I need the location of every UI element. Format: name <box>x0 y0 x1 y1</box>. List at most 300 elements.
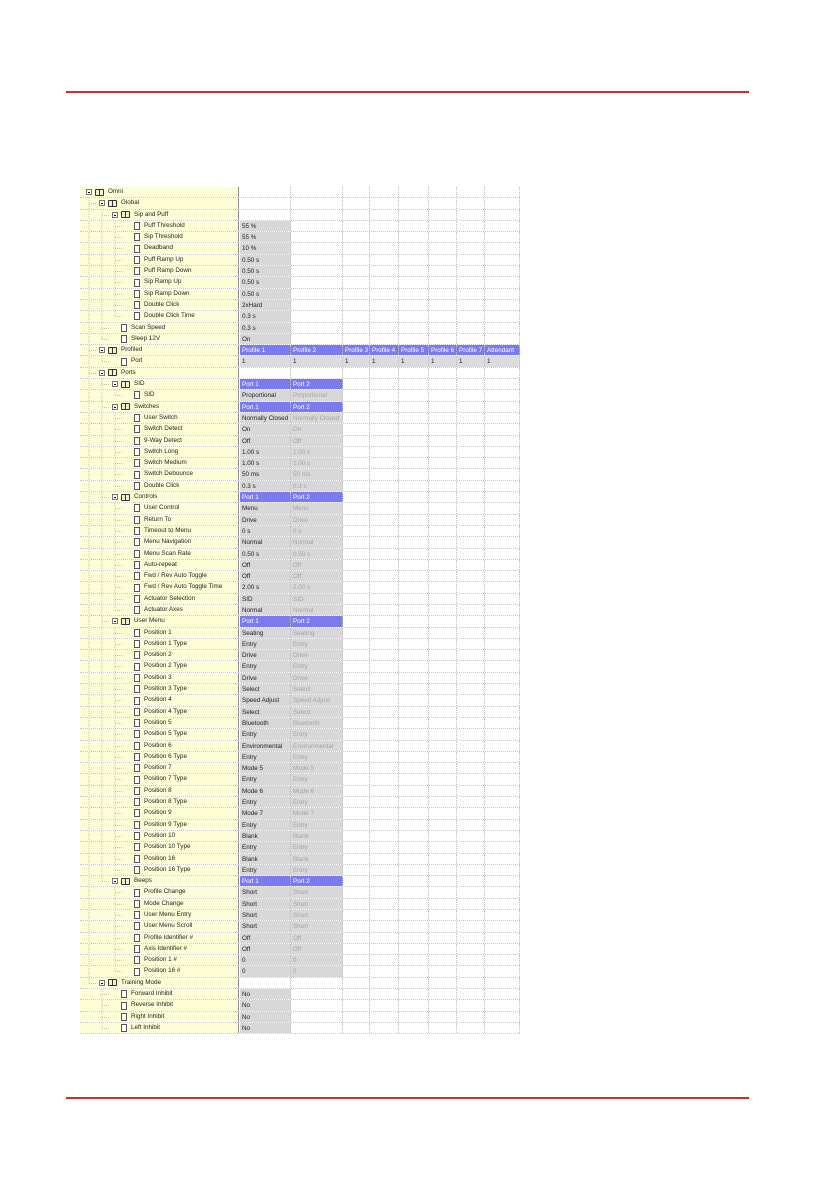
tree-item-node[interactable] <box>125 594 195 604</box>
value-cell[interactable]: 2xHard <box>240 300 291 310</box>
tree-item-node[interactable] <box>125 311 195 321</box>
value-cell[interactable]: No <box>240 1000 291 1010</box>
tree-item-node[interactable] <box>125 774 187 784</box>
tree-item-row[interactable] <box>80 718 520 729</box>
tree-item-row[interactable] <box>80 729 520 740</box>
tree-item-row[interactable] <box>80 1023 520 1034</box>
value-cell[interactable]: Blank <box>291 831 343 841</box>
value-cell[interactable]: Environmental <box>291 741 343 751</box>
value-cell[interactable]: On <box>240 334 291 344</box>
value-cell[interactable]: 0.50 s <box>291 549 343 559</box>
value-cell[interactable]: Select <box>291 684 343 694</box>
tree-item-row[interactable] <box>80 323 520 334</box>
tree-item-node[interactable] <box>125 481 179 491</box>
value-cell[interactable]: 0.50 s <box>240 289 291 299</box>
value-cell[interactable]: 0 <box>291 955 343 965</box>
tree-item-row[interactable] <box>80 820 520 831</box>
value-cell[interactable]: Entry <box>240 865 291 875</box>
value-cell[interactable]: Entry <box>291 842 343 852</box>
tree-item-node[interactable] <box>112 356 143 366</box>
tree-item-row[interactable] <box>80 221 520 232</box>
tree-item-row[interactable] <box>80 797 520 808</box>
value-cell[interactable]: SID <box>291 594 343 604</box>
value-cell[interactable]: 1 <box>399 356 429 366</box>
collapse-toggle-icon[interactable] <box>112 878 118 884</box>
column-header-cell[interactable]: Port 1 <box>240 492 291 502</box>
column-header-cell[interactable]: Port 2 <box>291 402 343 412</box>
tree-item-node[interactable] <box>125 650 172 660</box>
value-cell[interactable]: Environmental <box>240 741 291 751</box>
tree-item-node[interactable] <box>125 537 191 547</box>
value-cell[interactable]: Entry <box>240 729 291 739</box>
value-cell[interactable]: No <box>240 1023 291 1033</box>
value-cell[interactable]: 55 % <box>240 221 291 231</box>
value-cell[interactable]: Normal <box>240 605 291 615</box>
tree-item-node[interactable] <box>125 469 193 479</box>
tree-item-row[interactable] <box>80 300 520 311</box>
value-cell[interactable]: Entry <box>240 752 291 762</box>
tree-folder-node[interactable] <box>112 210 168 220</box>
value-cell[interactable]: 0.50 s <box>240 549 291 559</box>
tree-folder-row[interactable] <box>80 198 520 209</box>
tree-item-node[interactable] <box>125 933 193 943</box>
column-header-cell[interactable]: Profile 3 <box>345 347 369 355</box>
value-cell[interactable]: Mode 7 <box>240 808 291 818</box>
collapse-toggle-icon[interactable] <box>99 370 105 376</box>
value-cell[interactable]: Blank <box>240 831 291 841</box>
tree-item-node[interactable] <box>125 605 183 615</box>
tree-item-row[interactable] <box>80 605 520 616</box>
tree-folder-row[interactable] <box>80 368 520 379</box>
value-cell[interactable]: Speed Adjust <box>291 695 343 705</box>
tree-item-node[interactable] <box>125 752 187 762</box>
value-cell[interactable]: Short <box>291 921 343 931</box>
tree-item-row[interactable] <box>80 1012 520 1023</box>
value-cell[interactable]: Entry <box>291 797 343 807</box>
value-cell[interactable]: Mode 7 <box>291 808 343 818</box>
value-cell[interactable]: 0 <box>240 966 291 976</box>
tree-folder-node[interactable] <box>86 187 123 197</box>
tree-item-node[interactable] <box>125 944 187 954</box>
tree-item-node[interactable] <box>125 707 187 717</box>
value-cell[interactable]: 1 <box>457 356 485 366</box>
tree-item-node[interactable] <box>125 458 187 468</box>
tree-folder-node[interactable] <box>99 368 136 378</box>
value-cell[interactable]: Entry <box>291 820 343 830</box>
tree-item-node[interactable] <box>112 1023 160 1033</box>
value-cell[interactable]: 1 <box>343 356 370 366</box>
tree-item-node[interactable] <box>125 232 183 242</box>
collapse-toggle-icon[interactable] <box>112 618 118 624</box>
tree-item-node[interactable] <box>125 289 190 299</box>
value-cell[interactable]: On <box>240 424 291 434</box>
value-cell[interactable]: Off <box>240 571 291 581</box>
value-cell[interactable]: Entry <box>291 661 343 671</box>
tree-folder-row[interactable] <box>80 492 520 503</box>
tree-folder-node[interactable] <box>112 492 157 502</box>
value-cell[interactable]: 0.3 s <box>240 481 291 491</box>
column-header-cell[interactable]: Port 1 <box>240 616 291 626</box>
value-cell[interactable]: Bluetooth <box>240 718 291 728</box>
collapse-toggle-icon[interactable] <box>112 212 118 218</box>
value-cell[interactable]: 10 % <box>240 243 291 253</box>
tree-item-node[interactable] <box>125 447 178 457</box>
value-cell[interactable]: Short <box>240 921 291 931</box>
tree-item-row[interactable] <box>80 1000 520 1011</box>
tree-item-node[interactable] <box>125 571 207 581</box>
tree-folder-node[interactable] <box>112 876 152 886</box>
value-cell[interactable]: 1 <box>485 356 520 366</box>
tree-item-row[interactable] <box>80 571 520 582</box>
tree-folder-node[interactable] <box>112 379 145 389</box>
tree-item-row[interactable] <box>80 594 520 605</box>
value-cell[interactable]: Off <box>240 933 291 943</box>
tree-item-row[interactable] <box>80 955 520 966</box>
tree-item-row[interactable] <box>80 741 520 752</box>
value-cell[interactable]: Blank <box>291 854 343 864</box>
tree-item-node[interactable] <box>125 243 173 253</box>
tree-folder-row[interactable] <box>80 379 520 390</box>
value-cell[interactable]: Short <box>240 887 291 897</box>
tree-item-node[interactable] <box>125 503 179 513</box>
tree-item-node[interactable] <box>125 966 180 976</box>
tree-item-node[interactable] <box>112 334 160 344</box>
value-cell[interactable]: Off <box>291 933 343 943</box>
value-cell[interactable]: 0.50 s <box>240 266 291 276</box>
value-cell[interactable]: Short <box>291 887 343 897</box>
collapse-toggle-icon[interactable] <box>112 381 118 387</box>
tree-item-row[interactable] <box>80 944 520 955</box>
tree-item-node[interactable] <box>125 413 178 423</box>
tree-item-node[interactable] <box>125 582 222 592</box>
tree-item-node[interactable] <box>125 955 177 965</box>
tree-item-node[interactable] <box>125 549 191 559</box>
column-header-cell[interactable]: Profile 1 <box>240 345 291 355</box>
tree-folder-row[interactable] <box>80 978 520 989</box>
tree-item-node[interactable] <box>125 854 175 864</box>
tree-folder-node[interactable] <box>112 616 165 626</box>
tree-item-row[interactable] <box>80 537 520 548</box>
tree-item-node[interactable] <box>125 436 182 446</box>
tree-item-row[interactable] <box>80 356 520 367</box>
tree-item-node[interactable] <box>125 300 179 310</box>
tree-folder-node[interactable] <box>99 198 139 208</box>
value-cell[interactable]: 50 ms <box>291 469 343 479</box>
tree-item-node[interactable] <box>125 831 175 841</box>
tree-item-row[interactable] <box>80 481 520 492</box>
tree-item-row[interactable] <box>80 628 520 639</box>
value-cell[interactable]: 0 s <box>240 526 291 536</box>
tree-folder-row[interactable] <box>80 402 520 413</box>
tree-item-row[interactable] <box>80 243 520 254</box>
tree-item-node[interactable] <box>125 266 191 276</box>
column-header-cell[interactable]: Port 1 <box>240 876 291 886</box>
value-cell[interactable]: Drive <box>291 673 343 683</box>
value-cell[interactable]: Bluetooth <box>291 718 343 728</box>
value-cell[interactable]: Normal <box>291 537 343 547</box>
tree-item-row[interactable] <box>80 661 520 672</box>
tree-item-node[interactable] <box>125 741 172 751</box>
tree-item-node[interactable] <box>112 1012 164 1022</box>
value-cell[interactable]: Mode 5 <box>291 763 343 773</box>
tree-item-row[interactable] <box>80 469 520 480</box>
tree-item-row[interactable] <box>80 831 520 842</box>
value-cell[interactable]: 2.00 s <box>240 582 291 592</box>
value-cell[interactable]: Entry <box>291 865 343 875</box>
tree-item-node[interactable] <box>125 684 187 694</box>
column-header-cell[interactable]: Profile 7 <box>457 345 485 355</box>
value-cell[interactable]: Speed Adjust <box>240 695 291 705</box>
value-cell[interactable]: 1.00 s <box>240 447 291 457</box>
tree-item-row[interactable] <box>80 447 520 458</box>
column-header-cell[interactable]: Port 2 <box>291 616 343 626</box>
tree-item-node[interactable] <box>125 424 183 434</box>
tree-item-node[interactable] <box>125 899 184 909</box>
value-cell[interactable]: 1.00 s <box>291 447 343 457</box>
tree-folder-node[interactable] <box>99 978 161 988</box>
tree-item-row[interactable] <box>80 266 520 277</box>
tree-item-row[interactable] <box>80 424 520 435</box>
value-cell[interactable]: Select <box>240 684 291 694</box>
value-cell[interactable]: Drive <box>240 650 291 660</box>
tree-item-row[interactable] <box>80 549 520 560</box>
value-cell[interactable]: 1 <box>291 356 343 366</box>
value-cell[interactable]: 0.3 s <box>291 481 343 491</box>
value-cell[interactable]: Drive <box>291 650 343 660</box>
tree-item-row[interactable] <box>80 842 520 853</box>
tree-item-row[interactable] <box>80 582 520 593</box>
value-cell[interactable]: Short <box>291 899 343 909</box>
value-cell[interactable]: Seating <box>240 628 291 638</box>
value-cell[interactable]: SID <box>240 594 291 604</box>
value-cell[interactable]: Entry <box>291 639 343 649</box>
tree-folder-row[interactable] <box>80 876 520 887</box>
tree-item-row[interactable] <box>80 854 520 865</box>
tree-item-row[interactable] <box>80 921 520 932</box>
value-cell[interactable]: 2.00 s <box>291 582 343 592</box>
collapse-toggle-icon[interactable] <box>112 404 118 410</box>
value-cell[interactable]: 0.3 s <box>240 311 291 321</box>
value-cell[interactable]: Short <box>240 899 291 909</box>
tree-item-node[interactable] <box>125 515 171 525</box>
column-header-cell[interactable]: Port 2 <box>291 379 343 389</box>
collapse-toggle-icon[interactable] <box>112 494 118 500</box>
tree-item-node[interactable] <box>125 277 181 287</box>
tree-item-node[interactable] <box>125 390 155 400</box>
collapse-toggle-icon[interactable] <box>99 200 105 206</box>
value-cell[interactable]: 1 <box>429 356 457 366</box>
value-cell[interactable]: Entry <box>240 797 291 807</box>
tree-item-row[interactable] <box>80 289 520 300</box>
value-cell[interactable]: 0 s <box>291 526 343 536</box>
value-cell[interactable]: Off <box>291 944 343 954</box>
value-cell[interactable]: Select <box>240 707 291 717</box>
tree-item-row[interactable] <box>80 933 520 944</box>
column-header-cell[interactable]: Profile 4 <box>370 345 399 355</box>
tree-item-row[interactable] <box>80 639 520 650</box>
column-header-cell[interactable]: Port 1 <box>240 379 291 389</box>
value-cell[interactable]: Entry <box>240 820 291 830</box>
value-cell[interactable]: Normally Closed <box>291 413 343 423</box>
tree-item-row[interactable] <box>80 232 520 243</box>
value-cell[interactable]: Off <box>240 944 291 954</box>
tree-item-row[interactable] <box>80 560 520 571</box>
tree-item-node[interactable] <box>125 661 187 671</box>
value-cell[interactable]: No <box>240 1012 291 1022</box>
column-header-cell[interactable]: Profile 6 <box>429 345 457 355</box>
value-cell[interactable]: Drive <box>291 515 343 525</box>
value-cell[interactable]: 1.00 s <box>291 458 343 468</box>
tree-item-node[interactable] <box>125 673 172 683</box>
value-cell[interactable]: 0 <box>240 955 291 965</box>
value-cell[interactable]: Drive <box>240 673 291 683</box>
value-cell[interactable]: Short <box>240 910 291 920</box>
value-cell[interactable]: Proportional <box>240 390 291 400</box>
tree-item-node[interactable] <box>125 910 191 920</box>
value-cell[interactable]: Proportional <box>291 390 343 400</box>
value-cell[interactable]: Entry <box>291 729 343 739</box>
value-cell[interactable]: 1 <box>240 356 291 366</box>
tree-item-node[interactable] <box>125 808 172 818</box>
tree-folder-row[interactable] <box>80 210 520 221</box>
tree-item-row[interactable] <box>80 503 520 514</box>
value-cell[interactable]: 0.50 s <box>240 277 291 287</box>
tree-item-row[interactable] <box>80 515 520 526</box>
column-header-cell[interactable]: Profile 5 <box>399 345 429 355</box>
tree-item-row[interactable] <box>80 311 520 322</box>
tree-item-row[interactable] <box>80 774 520 785</box>
value-cell[interactable]: Off <box>291 560 343 570</box>
value-cell[interactable]: Entry <box>291 752 343 762</box>
tree-item-node[interactable] <box>125 628 172 638</box>
tree-item-node[interactable] <box>112 323 165 333</box>
document-icon <box>134 538 140 546</box>
value-cell[interactable]: 1 <box>370 356 399 366</box>
value-cell[interactable]: 50 ms <box>240 469 291 479</box>
collapse-toggle-icon[interactable] <box>99 980 105 986</box>
tree-item-row[interactable] <box>80 752 520 763</box>
value-cell[interactable]: Mode 5 <box>240 763 291 773</box>
tree-item-node[interactable] <box>125 221 185 231</box>
tree-item-row[interactable] <box>80 390 520 401</box>
value-cell[interactable]: Drive <box>240 515 291 525</box>
tree-item-row[interactable] <box>80 458 520 469</box>
tree-item-node[interactable] <box>112 1000 173 1010</box>
value-cell[interactable]: 0.50 s <box>240 255 291 265</box>
tree-item-row[interactable] <box>80 334 520 345</box>
column-header-cell[interactable]: Attendant <box>485 345 520 355</box>
value-cell[interactable]: Mode 6 <box>291 786 343 796</box>
tree-item-node[interactable] <box>125 718 172 728</box>
column-header-cell[interactable]: Port 1 <box>240 402 291 412</box>
tree-item-node[interactable] <box>125 560 177 570</box>
tree-item-row[interactable] <box>80 436 520 447</box>
tree-folder-node[interactable] <box>99 345 142 355</box>
value-cell[interactable]: 0.3 s <box>240 323 291 333</box>
tree-item-row[interactable] <box>80 865 520 876</box>
tree-item-node[interactable] <box>125 797 187 807</box>
value-cell[interactable]: Menu <box>291 503 343 513</box>
value-cell[interactable]: Entry <box>240 774 291 784</box>
tree-item-row[interactable] <box>80 899 520 910</box>
tree-item-node[interactable] <box>125 820 187 830</box>
value-cell[interactable]: Off <box>291 436 343 446</box>
value-cell[interactable]: No <box>240 989 291 999</box>
value-cell[interactable]: Entry <box>291 774 343 784</box>
tree-item-row[interactable] <box>80 763 520 774</box>
value-cell[interactable]: Off <box>291 571 343 581</box>
column-header-cell[interactable]: Port 2 <box>291 876 343 886</box>
tree-item-row[interactable] <box>80 526 520 537</box>
value-cell[interactable]: 0 <box>291 966 343 976</box>
value-cell[interactable]: Off <box>240 560 291 570</box>
value-cell[interactable]: Blank <box>240 854 291 864</box>
tree-item-node[interactable] <box>125 695 172 705</box>
collapse-toggle-icon[interactable] <box>86 189 92 195</box>
value-cell[interactable]: Normal <box>291 605 343 615</box>
tree-item-node[interactable] <box>125 729 187 739</box>
value-cell[interactable]: Seating <box>291 628 343 638</box>
value-cell[interactable]: Menu <box>240 503 291 513</box>
tree-item-row[interactable] <box>80 910 520 921</box>
value-cell[interactable]: Entry <box>240 842 291 852</box>
tree-item-node[interactable] <box>125 786 172 796</box>
tree-item-row[interactable] <box>80 695 520 706</box>
value-cell[interactable]: Off <box>240 436 291 446</box>
value-cell[interactable]: Mode 6 <box>240 786 291 796</box>
tree-item-row[interactable] <box>80 786 520 797</box>
tree-folder-node[interactable] <box>112 402 159 412</box>
value-cell[interactable]: Short <box>291 910 343 920</box>
tree-item-node[interactable] <box>125 865 190 875</box>
tree-item-row[interactable] <box>80 650 520 661</box>
value-cell[interactable]: Entry <box>240 661 291 671</box>
tree-item-node[interactable] <box>125 921 192 931</box>
tree-folder-row[interactable] <box>80 616 520 627</box>
tree-item-row[interactable] <box>80 808 520 819</box>
value-cell[interactable]: Select <box>291 707 343 717</box>
value-cell[interactable]: Normally Closed <box>240 413 291 423</box>
tree-item-row[interactable] <box>80 413 520 424</box>
collapse-toggle-icon[interactable] <box>99 347 105 353</box>
tree-item-row[interactable] <box>80 989 520 1000</box>
value-cell[interactable]: Entry <box>240 639 291 649</box>
tree-folder-row[interactable] <box>80 187 520 198</box>
tree-item-row[interactable] <box>80 684 520 695</box>
value-cell[interactable]: 1.00 s <box>240 458 291 468</box>
value-cell[interactable]: 55 % <box>240 232 291 242</box>
column-header-cell[interactable]: Port 2 <box>291 492 343 502</box>
value-cell <box>457 876 485 886</box>
column-header-cell[interactable]: Profile 2 <box>291 345 343 355</box>
tree-item-row[interactable] <box>80 255 520 266</box>
tree-item-row[interactable] <box>80 887 520 898</box>
tree-item-node[interactable] <box>112 989 173 999</box>
value-cell[interactable]: Normal <box>240 537 291 547</box>
tree-item-node[interactable] <box>125 763 172 773</box>
tree-item-node[interactable] <box>125 842 190 852</box>
tree-item-row[interactable] <box>80 277 520 288</box>
tree-item-node[interactable] <box>125 255 183 265</box>
tree-item-row[interactable] <box>80 673 520 684</box>
tree-item-node[interactable] <box>125 639 187 649</box>
tree-item-row[interactable] <box>80 966 520 977</box>
value-cell[interactable]: On <box>291 424 343 434</box>
tree-folder-row[interactable] <box>80 345 520 356</box>
tree-item-node[interactable] <box>125 526 191 536</box>
tree-item-row[interactable] <box>80 707 520 718</box>
tree-item-node[interactable] <box>125 887 186 897</box>
